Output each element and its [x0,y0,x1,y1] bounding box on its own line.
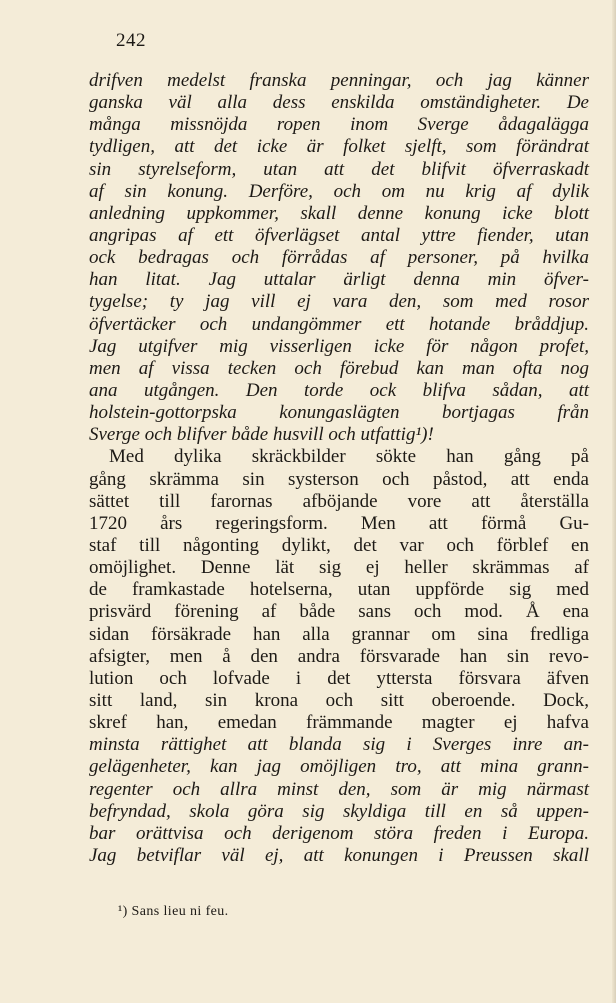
text-line: sidan försäkrade han alla grannar om sina fredliga [89,623,589,645]
text-line: befryndad, skola göra sig skyldiga till en så uppen- [89,800,589,822]
footnote-divider [89,893,589,894]
text-line: lution och lofvade i det yttersta försvara äfven [89,667,589,689]
text-line: han litat. Jag uttalar ärligt denna min öfver- [89,269,589,291]
text-line: af sin konung. Derföre, och om nu krig af dylik [89,180,589,202]
text-line: sättet till farornas afböjande vore att återställa [89,490,589,512]
text-line: tygelse; ty jag vill ej vara den, som med rosor [89,291,589,313]
text-line: sin styrelseform, utan att det blifvit öfverraskadt [89,158,589,180]
text-line: anledning uppkommer, skall denne konung icke blott [89,202,589,224]
text-line: skref han, emedan främmande magter ej hafva [89,712,589,734]
text-line: bar orättvisa och derigenom störa freden i Europa. [89,822,589,844]
page-edge [612,0,616,1003]
text-line: gelägenheter, kan jag omöjligen tro, att mina grann- [89,756,589,778]
text-line: holstein-gottorpska konungaslägten bortjagas från [89,402,589,424]
text-line: sitt land, sin krona och sitt oberoende. Dock, [89,689,589,711]
text-line: 1720 års regeringsform. Men att förmå Gu- [89,512,589,534]
text-line: drifven medelst franska penningar, och jag känner [89,70,589,91]
text-line: men af vissa tecken och förebud kan man ofta nog [89,357,589,379]
text-line: Sverge och blifver både husvill och utfattig¹)! [89,424,434,446]
text-line: regenter och allra minst den, som är mig närmast [89,778,589,800]
text-line: de framkastade hotelserna, utan uppförde sig med [89,579,589,601]
text-line: många missnöjda ropen inom Sverge ådagalägga [89,114,589,136]
text-line: ganska väl alla dess enskilda omständigheter. De [89,92,589,114]
text-line: Jag betviflar väl ej, att konungen i Preussen skall [89,844,589,866]
body-text [89,70,589,867]
text-line: ock bedragas och förrådas af personer, på hvilka [89,247,589,269]
text-line: omöjlighet. Denne lät sig ej heller skrämmas af [89,557,589,579]
text-line: Med dylika skräckbilder sökte han gång på [109,446,589,468]
text-line: ana utgången. Den torde ock blifva sådan, att [89,379,589,401]
text-line: tydligen, att det icke är folket sjelft, som förändrat [89,136,589,158]
footnote: ¹) Sans lieu ni feu. [118,904,229,919]
text-line: Jag utgifver mig visserligen icke för någon profet, [89,335,589,357]
page-number: 242 [116,30,146,51]
text-line: prisvärd förening af både sans och mod. Å ena [89,601,589,623]
text-line: afsigter, men å den andra försvarade han sin revo- [89,645,589,667]
text-line: angripas af ett öfverlägset antal yttre fiender, utan [89,224,589,246]
text-line: öfvertäcker och undangömmer ett hotande bråddjup. [89,313,589,335]
text-line: staf till någonting dylikt, det var och förblef en [89,534,589,556]
text-line: minsta rättighet att blanda sig i Sverges inre an- [89,734,589,756]
text-line: gång skrämma sin systerson och påstod, att enda [89,468,589,490]
